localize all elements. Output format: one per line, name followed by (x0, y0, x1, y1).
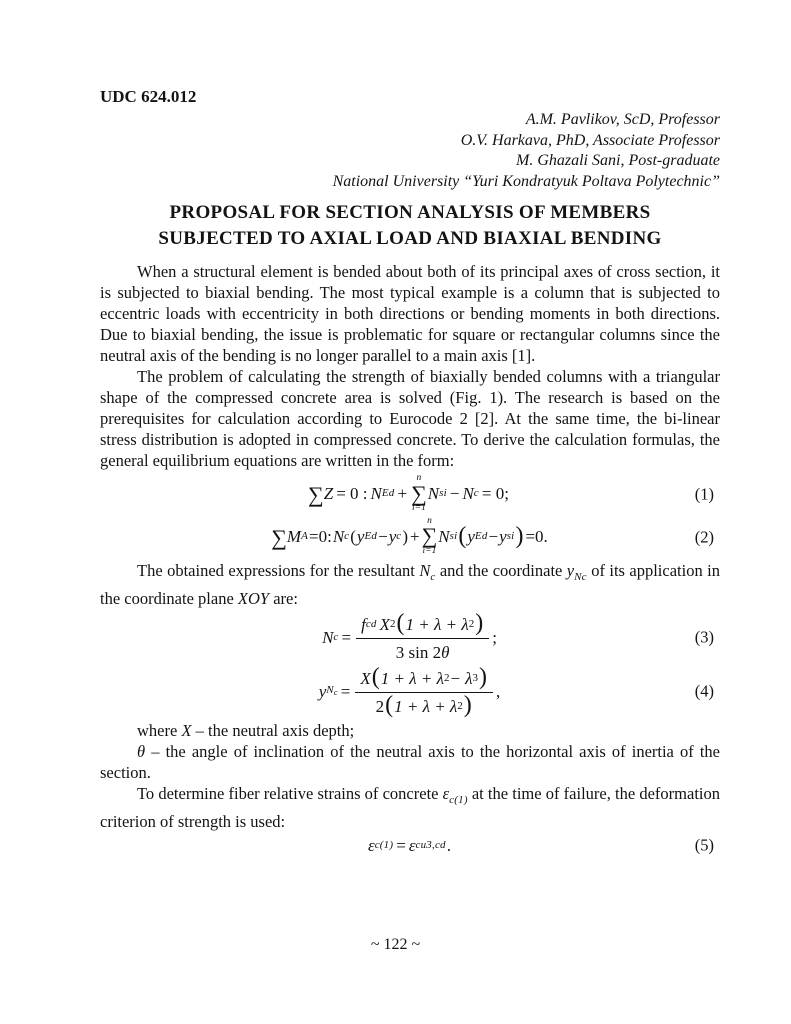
paper-body (100, 261, 720, 856)
sum-symbol: ∑ (308, 481, 324, 507)
author-block (100, 110, 720, 192)
equation-4 (100, 666, 720, 717)
page-number: ~ 122 ~ (370, 936, 421, 953)
paper-title-line2: SUBJECTED TO AXIAL LOAD AND BIAXIAL BENDING (158, 228, 662, 249)
fraction: f cd X 2 ( 1 + λ + λ 2 ) 3 sin 2 θ (356, 612, 489, 663)
where-clause-2: θ – the angle of inclination of the neutral axis to the horizontal axis of inertia of the section. (100, 741, 720, 782)
equation-5-body: ε c(1) = ε cu3,cd . (368, 835, 451, 855)
equation-4-body: y Nc = X ( 1 + λ + λ 2 − λ 3 ) 2 ( 1 + λ + λ 2 ) , (318, 664, 501, 719)
where-clause-1: where X – the neutral axis depth; (137, 720, 355, 740)
equation-5 (100, 835, 720, 856)
paragraph-5: To determine fiber relative strains of concrete $\varepsilon_{c(1)}$ at the time of failure, the deformation criterion of strength is used: (100, 783, 720, 831)
equation-number-5: (5) (694, 835, 714, 855)
sum-with-limits: n ∑ i=1 (421, 515, 438, 557)
paragraph-3: The obtained expressions for the resultant $N_c$ and the coordinate $y_{Nc}$ of its application in the coordinate plane XOY are: (100, 560, 720, 608)
equation-number-3: (3) (694, 627, 714, 647)
equation-3 (100, 612, 720, 663)
paper-title (100, 200, 720, 252)
equation-2-body: ∑ M A =0: N c ( y Ed − y c ) + n ∑ i=1 N si ( y Ed − y si ) =0. (271, 515, 548, 557)
sum-with-limits: n ∑ i=1 (411, 473, 427, 514)
equation-1 (100, 474, 720, 514)
udc-code: UDC 624.012 (100, 87, 197, 106)
equation-1-body: ∑ Z = 0 : N Ed + n ∑ i=1 N si − N c = 0; (308, 473, 509, 514)
equation-3-body: N c = f cd X 2 ( 1 + λ + λ 2 ) 3 sin 2 θ ; (322, 610, 497, 662)
paragraph-2: The problem of calculating the strength of biaxially bended columns with a triangular shape of the compressed concrete area is solved (Fig. 1). The research is based on the prerequisites for calculation according to Eurocode 2 [2]. At the same time, the bi-linear stress distribution is adopted in compressed concrete. To derive the calculation formulas, the general equilibrium equations are written in the form: (100, 367, 720, 470)
author-line: M. Ghazali Sani, Post-graduate (516, 152, 720, 169)
affiliation-line: National University “Yuri Kondratyuk Poltava Polytechnic” (332, 172, 720, 190)
paper-title-line1: PROPOSAL FOR SECTION ANALYSIS OF MEMBERS (169, 202, 651, 223)
author-line: A.M. Pavlikov, ScD, Professor (525, 111, 720, 128)
paragraph-1: When a structural element is bended about both of its principal axes of cross section, it is subjected to biaxial bending. The most typical example is a column that is subjected to eccentric loads with eccentricity in both directions or bending moments in both directions. Due to biaxial bending, the issue is problematic for square or rectangular columns since the neutral axis of the bending is no longer parallel to a main axis [1]. (100, 262, 720, 365)
equation-number-2: (2) (694, 527, 714, 547)
equation-number-1: (1) (694, 484, 714, 504)
fraction: X ( 1 + λ + λ 2 − λ 3 ) 2 ( 1 + λ + λ 2 ) (355, 666, 493, 717)
page-content (100, 86, 720, 859)
equation-number-4: (4) (694, 681, 714, 701)
author-line: O.V. Harkava, PhD, Associate Professor (460, 131, 720, 149)
equation-2 (100, 517, 720, 557)
sum-symbol: ∑ (271, 524, 287, 550)
